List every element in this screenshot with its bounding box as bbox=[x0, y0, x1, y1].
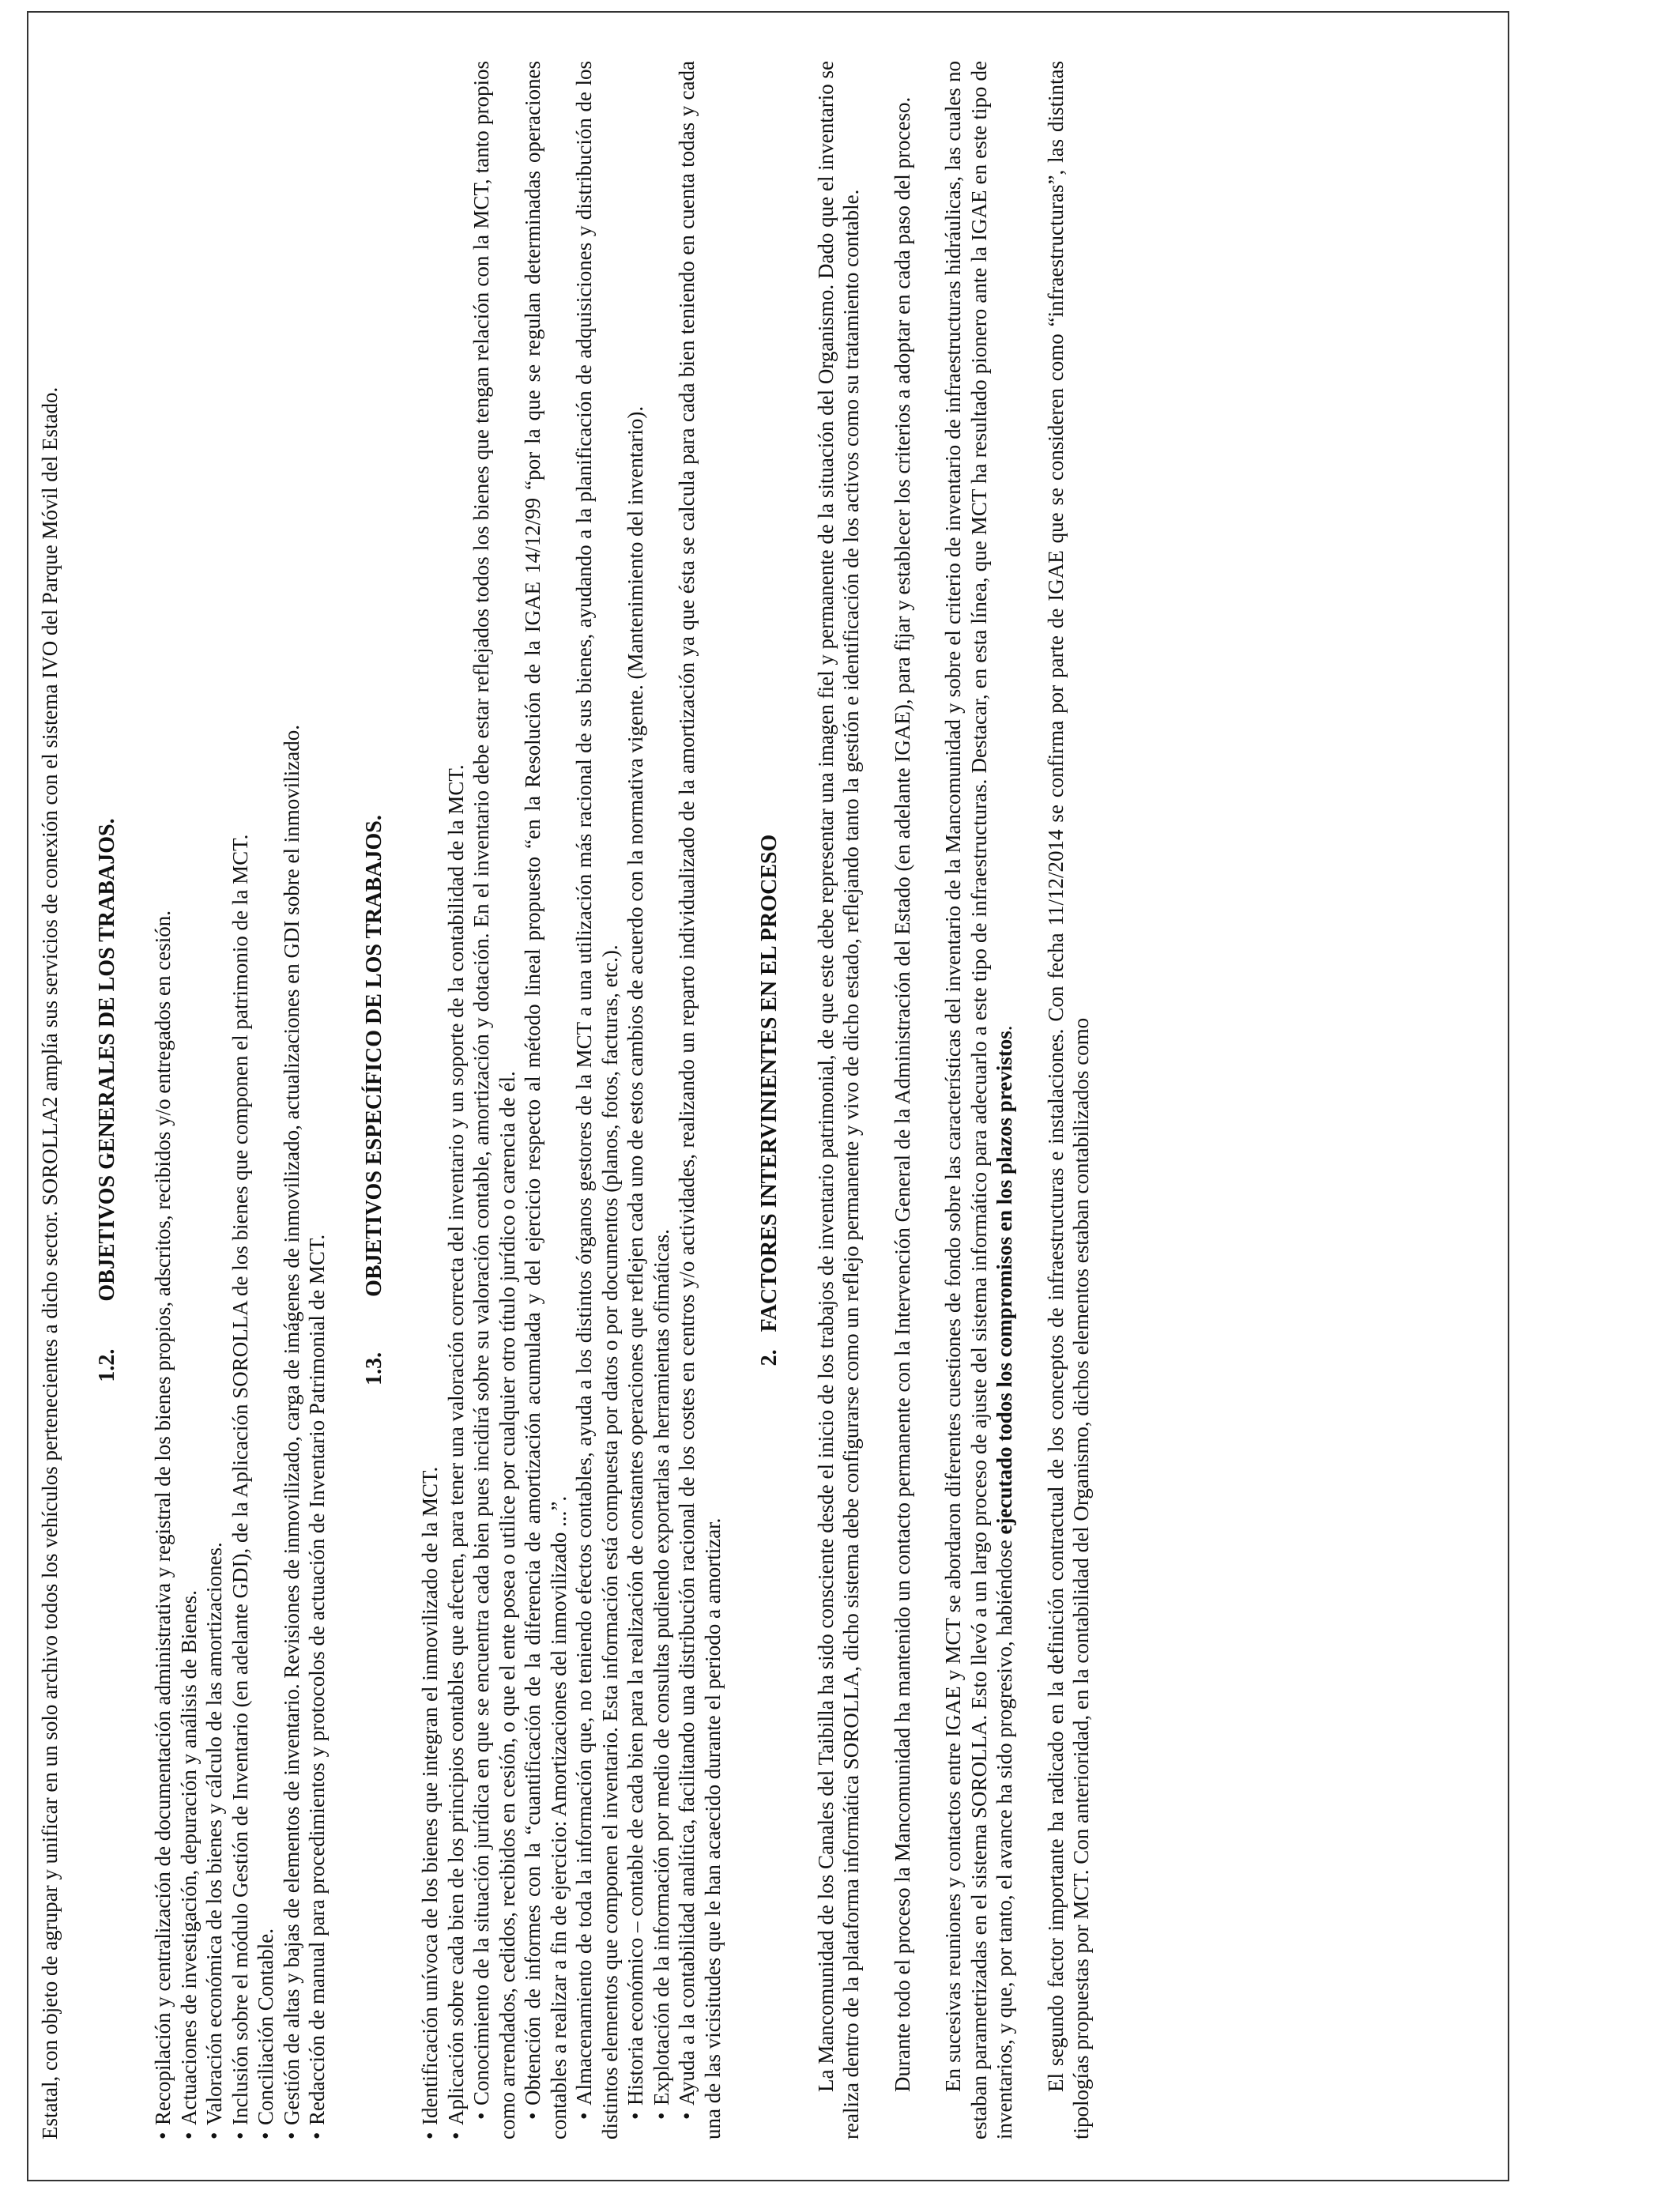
bullet-icon: • bbox=[675, 2112, 699, 2120]
list-item: •Conocimiento de la situación jurídica en que se encuentra cada bien pues incidirá sobre su valoración contable, amortización y dotación. En el inventario debe estar reflejados todos los bienes que tengan relación con la MCT, tanto propios como arrendados, cedidos, recibidos en cesión, o que el ente posea o utilice por cualquier otro título jurídico o carencia de él. bbox=[469, 61, 519, 2139]
list-item: •Valoración económica de los bienes y cálculo de las amortizaciones. bbox=[202, 1542, 226, 2139]
bullet-icon: • bbox=[623, 2112, 647, 2120]
bullet-icon: • bbox=[572, 2112, 596, 2120]
list-item: •Explotación de la información por medio de consultas pudiendo exportarlas a herramientas ofimáticas. bbox=[649, 1229, 673, 2120]
paragraph: Durante todo el proceso la Mancomunidad ha mantenido un contacto permanente con la Intervención General de la Administración del Estado (en adelante IGAE), para fijar y establecer los criterios a adoptar en cada paso del proceso. bbox=[890, 96, 914, 2092]
section-title: FACTORES INTERVINIENTES EN EL PROCESO bbox=[757, 834, 782, 1333]
bullet-icon: • bbox=[254, 2132, 277, 2139]
document-page bbox=[37, 29, 1491, 2163]
general-objectives-list bbox=[150, 61, 330, 2139]
list-item: •Recopilación y centralización de documentación administrativa y registral de los bienes propios, adscritos, recibidos y/o entregados en cesión. bbox=[151, 910, 175, 2139]
section-title: OBJETIVOS GENERALES DE LOS TRABAJOS. bbox=[94, 818, 119, 1302]
bullet-icon: • bbox=[443, 2132, 468, 2139]
list-item: •Ayuda a la contabilidad analítica, facilitando una distribución racional de los costes en centros y/o actividades, realizando un reparto individualizado de la amortización ya que ésta se calcula para cada bien teniendo en cuenta todas y cada una de las vicisitudes que le han acaecido durante el periodo a amortizar. bbox=[675, 61, 725, 2139]
bullet-icon: • bbox=[279, 2132, 303, 2139]
section-heading-1-3 bbox=[362, 61, 388, 2139]
bullet-icon: • bbox=[228, 2132, 252, 2139]
bullet-icon: • bbox=[418, 2132, 442, 2139]
list-item: •Obtención de informes con la “cuantificación de la diferencia de amortización acumulada y del ejercicio respecto al método lineal propuesto “en la Resolución de la IGAE 14/12/99 “por la que se regulan determinadas operaciones contables a realizar a fin de ejercicio: Amortizaciones del inmovilizado ...”. bbox=[521, 61, 571, 2139]
paragraph: La Mancomunidad de los Canales del Taibilla ha sido consciente desde el inicio de los trabajos de inventario patrimonial, de que este debe representar una imagen fiel y permanente de la situación del Organismo. Dado que el inventario se realiza dentro de la plataforma informática SOROLLA, dicho sistema debe configurarse como un reflejo permanente y vivo de dicho estado, reflejando tanto la gestión e identificación de los activos como su tratamiento contable. bbox=[813, 61, 863, 2139]
bullet-icon: • bbox=[202, 2132, 226, 2139]
list-item: •Aplicación sobre cada bien de los principios contables que afecten, para tener una valoración correcta del inventario y un soporte de la contabilidad de la MCT. bbox=[443, 764, 468, 2139]
bullet-icon: • bbox=[151, 2132, 175, 2139]
section-heading-2 bbox=[757, 61, 783, 2139]
list-item: •Conciliación Contable. bbox=[254, 1928, 277, 2139]
bullet-icon: • bbox=[305, 2132, 329, 2139]
list-item: •Actuaciones de investigación, depuración y análisis de Bienes. bbox=[176, 1589, 201, 2139]
section-heading-1-2 bbox=[95, 61, 121, 2139]
list-item: •Gestión de altas y bajas de elementos de inventario. Revisiones de inmovilizado, carga de imágenes de inmovilizado, actualizaciones en GDI sobre el inmovilizado. bbox=[279, 725, 303, 2139]
paragraph: En sucesivas reuniones y contactos entre IGAE y MCT se abordaron diferentes cuestiones de fondo sobre las características del inventario de la Mancomunidad y sobre el criterio de inventario de infraestructuras hidráulicas, las cuales no estaban parametrizadas en el sistema SOROLLA. Esto llevó a un largo proceso de ajuste del sistema informático para adecuarlo a este tipo de infraestructuras. Destacar, en esta línea, que MCT ha resultado pionero ante la IGAE en este tipo de inventarios, y que, por tanto, el avance ha sido progresivo, habiéndose ejecutado todos los compromisos en los plazos previstos. bbox=[941, 61, 1016, 2139]
list-item: •Identificación unívoca de los bienes que integran el inmovilizado de la MCT. bbox=[418, 1466, 442, 2139]
list-item: •Inclusión sobre el módulo Gestión de Inventario (en adelante GDI), de la Aplicación SOROLLA de los bienes que componen el patrimonio de la MCT. bbox=[228, 834, 252, 2139]
intro-paragraph: Estatal, con objeto de agrupar y unificar en un solo archivo todos los vehículos pertenecientes a dicho sector. SOROLLA2 amplía sus servicios de conexión con el sistema IVO del Parque Móvil del Estado. bbox=[38, 386, 62, 2139]
section-number: 1.2. bbox=[94, 1348, 119, 1382]
list-item: •Historia económico – contable de cada bien para la realización de constantes operaciones que reflejen cada uno de estos cambios de acuerdo con la normativa vigente. (Mantenimiento del inventario). bbox=[623, 405, 647, 2120]
bullet-icon: • bbox=[176, 2132, 201, 2139]
bullet-icon: • bbox=[469, 2112, 493, 2120]
section-number: 2. bbox=[757, 1349, 782, 1367]
section-number: 1.3. bbox=[361, 1351, 386, 1385]
list-item: •Redacción de manual para procedimientos y protocolos de actuación de Inventario Patrimonial de MCT. bbox=[305, 1234, 329, 2139]
specific-objectives-list bbox=[417, 61, 725, 2139]
list-item: •Almacenamiento de toda la información que, no teniendo efectos contables, ayuda a los distintos órganos gestores de la MCT a una utilización más racional de sus bienes, ayudando a la planificación de adquisiciones y distribución de los distintos elementos que componen el inventario. Esta información está compuesta por datos o por documentos (planos, fotos, facturas, etc.). bbox=[572, 61, 622, 2139]
bullet-icon: • bbox=[649, 2112, 673, 2120]
bold-emphasis: ejecutado todos los compromisos en los plazos previstos bbox=[993, 1031, 1016, 1535]
paragraph: El segundo factor importante ha radicado en la definición contractual de los conceptos de infraestructuras e instalaciones. Con fecha 11/12/2014 se confirma por parte de IGAE que se consideren como “infraestructuras”, las distintas tipologías propuestas por MCT. Con anterioridad, en la contabilidad del Organismo, dichos elementos estaban contabilizados como bbox=[1043, 61, 1093, 2139]
section-title: OBJETIVOS ESPECÍFICO DE LOS TRABAJOS. bbox=[361, 815, 386, 1297]
bullet-icon: • bbox=[521, 2112, 544, 2120]
